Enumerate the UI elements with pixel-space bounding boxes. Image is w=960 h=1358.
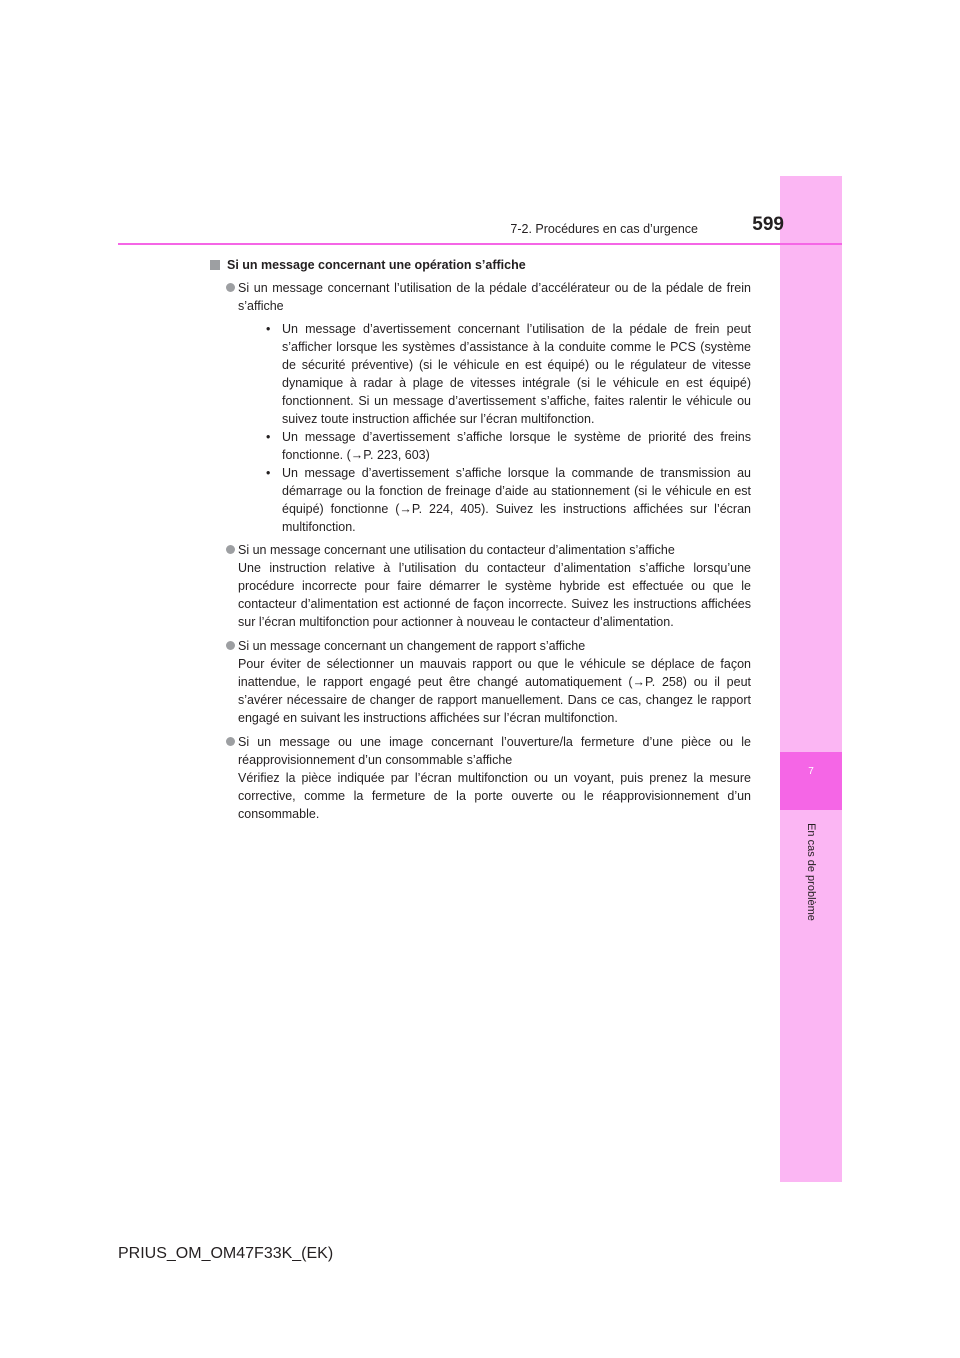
bullet-title: Si un message concernant l’utilisation de la pédale d’accélérateur ou de la pédale de frein s’affiche: [238, 281, 751, 313]
sub-item: [238, 428, 751, 464]
list-item-gear-change-message: [210, 637, 751, 727]
main-content: [210, 256, 751, 829]
list-item-power-switch-message: [210, 541, 751, 631]
circle-bullet-icon: [226, 545, 235, 554]
header-divider: [118, 243, 842, 245]
bullet-body: Pour éviter de sélectionner un mauvais rapport ou que le véhicule se déplace de façon inattendue, le rapport engagé peut être changé automatiquement (→P. 258) ou il peut s’avérer nécessaire de changer de rapport manuellement. Dans ce cas, changez le rapport engagé en suivant les instructions affichées sur l’écran multifonction.: [238, 657, 751, 725]
bullet-title: Si un message ou une image concernant l’ouverture/la fermeture d’une pièce ou le réapprovisionnement d’un consommable s’affiche: [238, 735, 751, 767]
section-heading-text: Si un message concernant une opération s’affiche: [227, 258, 526, 272]
small-dot-icon: •: [266, 430, 271, 444]
square-bullet-icon: [210, 260, 220, 270]
sub-item-text: Un message d’avertissement s’affiche lorsque le système de priorité des freins fonctionne. (→P. 223, 603): [282, 430, 751, 462]
bullet-title: Si un message concernant une utilisation du contacteur d’alimentation s’affiche: [238, 543, 675, 557]
page-number: 599: [752, 214, 784, 235]
side-chapter-active-tab: [780, 752, 842, 810]
circle-bullet-icon: [226, 641, 235, 650]
circle-bullet-icon: [226, 737, 235, 746]
small-dot-icon: •: [266, 466, 271, 480]
sub-item: [238, 320, 751, 428]
list-item-open-part-message: [210, 733, 751, 823]
header-section-title: 7-2. Procédures en cas d’urgence: [510, 222, 698, 236]
side-chapter-title: En cas de problème: [805, 823, 817, 921]
bullet-body: Une instruction relative à l’utilisation du contacteur d’alimentation s’affiche lorsqu’une procédure incorrecte pour faire démarrer le système hybride est effectuée ou que le contacteur d’alimentation est actionné de façon incorrecte. Suivez les instructions affichées sur l’écran multifonction pour actionner à nouveau le contacteur d’alimentation.: [238, 561, 751, 629]
side-chapter-strip: [780, 176, 842, 1182]
sub-item: [238, 464, 751, 536]
circle-bullet-icon: [226, 283, 235, 292]
side-chapter-number: 7: [808, 766, 814, 777]
sub-item-text: Un message d’avertissement concernant l’utilisation de la pédale de frein peut s’afficher lorsque les systèmes d’assistance à la conduite comme le PCS (système de sécurité préventive) (si le véhicule en est équipé) ou le régulateur de vitesse dynamique à radar à plage de vitesses intégrale (si le véhicule en est équipé) fonctionnent. Si un message d’avertissement s’affiche, faites ralentir le véhicule ou suivez toute instruction affichée sur l’écran multifonction.: [282, 322, 751, 426]
footer-document-code: PRIUS_OM_OM47F33K_(EK): [118, 1245, 334, 1262]
list-item-pedal-message: [210, 279, 751, 536]
bullet-body: Vérifiez la pièce indiquée par l’écran multifonction ou un voyant, puis prenez la mesure corrective, comme la fermeture de la porte ouverte ou le réapprovisionnement d’un consommable.: [238, 771, 751, 821]
section-heading: [210, 256, 751, 274]
sub-item-text: Un message d’avertissement s’affiche lorsque la commande de transmission au démarrage ou la fonction de freinage d’aide au stationnement (si le véhicule en est équipé) fonctionne (→P. 224, 405). Suivez les instructions affichées sur l’écran multifonction.: [282, 466, 751, 534]
small-dot-icon: •: [266, 322, 271, 336]
bullet-title: Si un message concernant un changement de rapport s’affiche: [238, 639, 586, 653]
